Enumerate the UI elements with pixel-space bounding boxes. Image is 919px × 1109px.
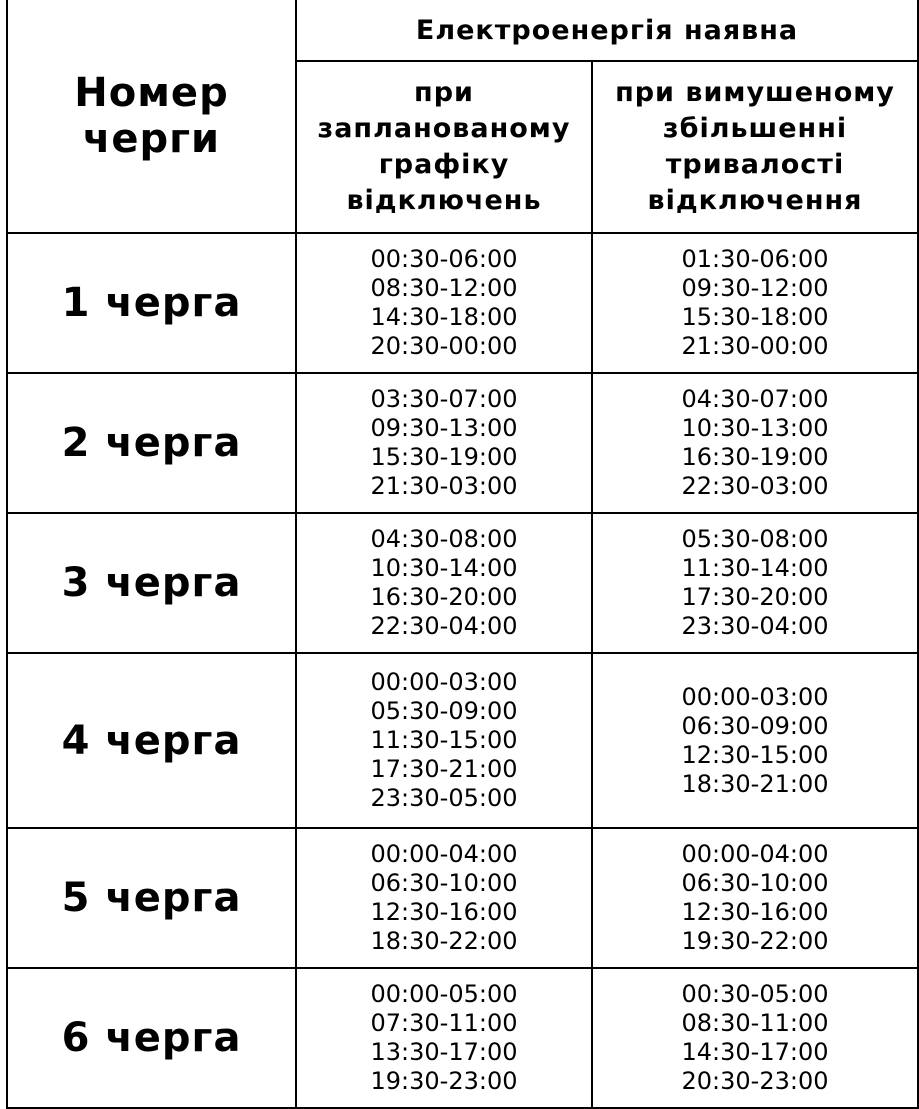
table-row (7, 233, 918, 373)
time-slot: 19:30-23:00 (370, 1067, 518, 1095)
time-slot: 17:30-21:00 (370, 755, 518, 783)
time-slot: 14:30-17:00 (681, 1038, 829, 1066)
time-slot: 23:30-05:00 (370, 784, 518, 812)
time-slot: 09:30-13:00 (370, 414, 518, 442)
time-slot: 04:30-07:00 (681, 385, 829, 413)
time-slot: 00:30-06:00 (370, 245, 518, 273)
time-slot: 06:30-09:00 (681, 711, 829, 740)
time-slot: 11:30-15:00 (370, 726, 518, 754)
time-slot: 00:30-05:00 (681, 980, 829, 1008)
time-slot: 19:30-22:00 (681, 927, 829, 955)
time-slot: 00:00-03:00 (681, 682, 829, 711)
planned-times-cell (296, 968, 592, 1108)
queue-label: 3 черга (7, 513, 296, 653)
time-slot: 18:30-21:00 (681, 769, 829, 798)
table-row (7, 968, 918, 1108)
queue-label: 1 черга (7, 233, 296, 373)
forced-extension-header: при вимушеному збільшенні тривалості відключення (592, 61, 918, 233)
time-slot: 11:30-14:00 (681, 554, 829, 582)
forced-times-cell (592, 373, 918, 513)
time-slot: 00:00-04:00 (681, 840, 829, 868)
time-slot: 08:30-12:00 (370, 274, 518, 302)
planned-times-cell (296, 653, 592, 828)
planned-times-cell (296, 233, 592, 373)
power-available-header: Електроенергія наявна (296, 0, 918, 61)
forced-times-cell (592, 233, 918, 373)
time-slot: 15:30-18:00 (681, 303, 829, 331)
time-slot: 10:30-13:00 (681, 414, 829, 442)
time-slot: 20:30-23:00 (681, 1067, 829, 1095)
time-slot: 15:30-19:00 (370, 443, 518, 471)
queue-label: 5 черга (7, 828, 296, 968)
outage-schedule-table (6, 0, 919, 1109)
queue-label: 2 черга (7, 373, 296, 513)
table-row (7, 513, 918, 653)
time-slot: 23:30-04:00 (681, 612, 829, 640)
planned-times-cell (296, 373, 592, 513)
queue-label: 4 черга (7, 653, 296, 828)
time-slot: 00:00-05:00 (370, 980, 518, 1008)
time-slot: 00:00-04:00 (370, 840, 518, 868)
forced-times-cell (592, 968, 918, 1108)
time-slot: 06:30-10:00 (681, 869, 829, 897)
forced-times-cell (592, 653, 918, 828)
time-slot: 14:30-18:00 (370, 303, 518, 331)
time-slot: 05:30-09:00 (370, 697, 518, 725)
time-slot: 22:30-03:00 (681, 472, 829, 500)
time-slot: 07:30-11:00 (370, 1009, 518, 1037)
time-slot: 03:30-07:00 (370, 385, 518, 413)
forced-times-cell (592, 513, 918, 653)
time-slot: 12:30-16:00 (681, 898, 829, 926)
time-slot: 22:30-04:00 (370, 612, 518, 640)
time-slot: 06:30-10:00 (370, 869, 518, 897)
planned-times-cell (296, 513, 592, 653)
time-slot: 16:30-19:00 (681, 443, 829, 471)
queue-number-header: Номер черги (7, 0, 296, 233)
planned-times-cell (296, 828, 592, 968)
forced-times-cell (592, 828, 918, 968)
table-row (7, 828, 918, 968)
time-slot: 20:30-00:00 (370, 332, 518, 360)
time-slot: 12:30-15:00 (681, 740, 829, 769)
time-slot: 05:30-08:00 (681, 525, 829, 553)
time-slot: 21:30-00:00 (681, 332, 829, 360)
time-slot: 18:30-22:00 (370, 927, 518, 955)
time-slot: 09:30-12:00 (681, 274, 829, 302)
time-slot: 13:30-17:00 (370, 1038, 518, 1066)
time-slot: 00:00-03:00 (370, 668, 518, 696)
time-slot: 10:30-14:00 (370, 554, 518, 582)
time-slot: 01:30-06:00 (681, 245, 829, 273)
table-row (7, 373, 918, 513)
time-slot: 17:30-20:00 (681, 583, 829, 611)
time-slot: 21:30-03:00 (370, 472, 518, 500)
time-slot: 04:30-08:00 (370, 525, 518, 553)
time-slot: 08:30-11:00 (681, 1009, 829, 1037)
table-row (7, 653, 918, 828)
time-slot: 16:30-20:00 (370, 583, 518, 611)
planned-schedule-header: при запланованому графіку відключень (296, 61, 592, 233)
time-slot: 12:30-16:00 (370, 898, 518, 926)
queue-label: 6 черга (7, 968, 296, 1108)
header-row-top (7, 0, 918, 61)
